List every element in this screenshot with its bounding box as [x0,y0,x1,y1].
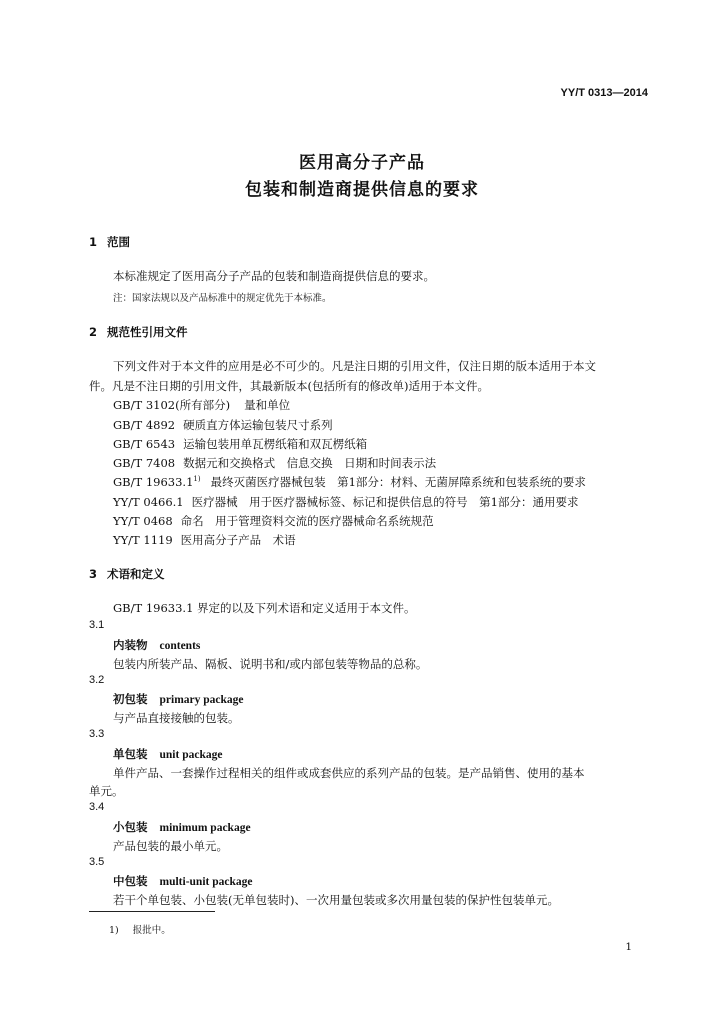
term-number: 3.1 [89,619,105,631]
reference-title: 运输包装用单瓦楞纸箱和双瓦楞纸箱 [183,437,368,451]
term-definition: 包装内所装产品、隔板、说明书和/或内部包装等物品的总称。 [113,657,428,671]
reference-item [113,474,586,490]
reference-code: GB/T 7408 [113,456,176,470]
reference-title: 医用高分子产品 术语 [180,533,296,547]
section-1-note: 注：国家法规以及产品标准中的规定优先于本标准。 [113,293,332,304]
term-heading [113,691,244,707]
reference-code: YY/T 1119 [113,533,173,547]
term-zh: 单包装 [113,747,148,761]
term-en: multi-unit package [159,876,253,888]
term-definition: 与产品直接接触的包装。 [113,711,240,725]
term-number: 3.3 [89,728,105,740]
footnote-mark: 1) [109,925,119,936]
reference-title: 硬质直方体运输包装尺寸系列 [183,418,333,432]
reference-code: GB/T 19633.1 [113,475,194,489]
reference-title: 数据元和交换格式 信息交换 日期和时间表示法 [183,456,437,470]
section-title: 术语和定义 [107,567,165,581]
footnote-text: 报批中。 [132,925,171,936]
term-zh: 小包装 [113,820,148,834]
section-2-paragraph-line2: 件。凡是不注日期的引用文件，其最新版本(包括所有的修改单)适用于本文件。 [89,379,489,393]
section-3-paragraph: GB/T 19633.1 界定的以及下列术语和定义适用于本文件。 [113,601,416,615]
section-number: 2 [89,325,98,339]
term-number: 3.5 [89,856,105,868]
reference-code: YY/T 0466.1 [113,495,184,509]
reference-item [113,513,434,529]
section-2-paragraph-line1: 下列文件对于本文件的应用是必不可少的。凡是注日期的引用文件，仅注日期的版本适用于本文 [113,359,596,373]
document-number: YY/T 0313—2014 [560,87,648,99]
section-2-heading [89,324,188,340]
document-title-line1: 医用高分子产品 [299,153,425,173]
reference-item [113,417,333,433]
term-definition: 若干个单包装、小包装(无单包装时)、一次用量包装或多次用量包装的保护性包装单元。 [113,893,559,907]
section-number: 3 [89,567,98,581]
section-3-heading [89,566,165,582]
footnote-separator [89,911,215,912]
reference-item [113,455,436,471]
document-title-line2: 包装和制造商提供信息的要求 [245,180,479,200]
reference-item [113,532,296,548]
term-heading [113,746,222,762]
reference-code: GB/T 6543 [113,437,176,451]
term-heading [113,819,251,835]
page-number: 1 [625,941,632,953]
term-heading [113,873,252,889]
section-1-heading [89,234,130,250]
reference-code: GB/T 4892 [113,418,176,432]
reference-title: 最终灭菌医疗器械包装 第1部分：材料、无菌屏障系统和包装系统的要求 [210,475,586,489]
reference-code: GB/T 3102(所有部分) [113,398,231,412]
term-en: minimum package [159,822,251,834]
term-definition: 产品包装的最小单元。 [113,839,228,853]
term-en: contents [159,640,201,652]
section-title: 规范性引用文件 [107,325,188,339]
reference-title: 命名 用于管理资料交流的医疗器械命名系统规范 [180,514,434,528]
reference-title: 量和单位 [244,398,291,412]
term-number: 3.2 [89,674,105,686]
reference-item [113,436,367,452]
reference-title: 医疗器械 用于医疗器械标签、标记和提供信息的符号 第1部分：通用要求 [191,495,579,509]
term-en: primary package [159,694,244,706]
section-title: 范围 [107,235,130,249]
term-heading [113,637,200,653]
reference-code: YY/T 0468 [113,514,173,528]
term-zh: 内装物 [113,638,148,652]
term-definition: 单件产品、一套操作过程相关的组件或成套供应的系列产品的包装。是产品销售、使用的基本 [113,766,585,780]
footnote [109,922,171,936]
footnote-marker: 1) [193,475,201,484]
reference-item [113,494,578,510]
reference-item [113,397,290,413]
section-number: 1 [89,235,98,249]
term-zh: 初包装 [113,692,148,706]
term-en: unit package [159,749,223,761]
term-zh: 中包装 [113,874,148,888]
section-1-paragraph: 本标准规定了医用高分子产品的包装和制造商提供信息的要求。 [113,269,435,283]
term-number: 3.4 [89,801,105,813]
term-definition-continued: 单元。 [89,784,124,798]
